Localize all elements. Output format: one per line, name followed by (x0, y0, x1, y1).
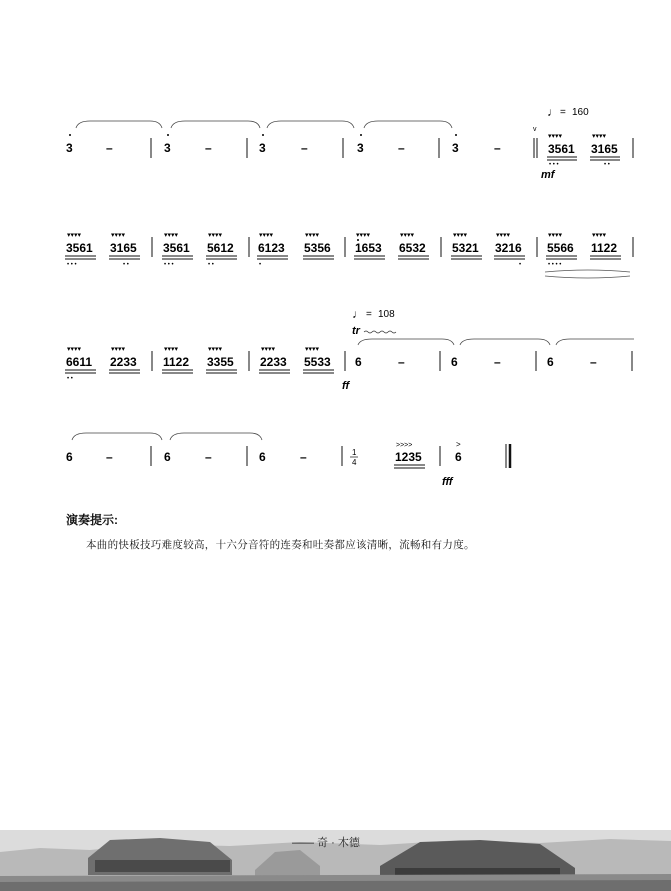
high-dot (360, 134, 362, 136)
tongue-marks: ▾▾▾▾ (259, 232, 274, 239)
dash: – (590, 355, 597, 369)
sixteenth-group: 3561 (66, 241, 93, 255)
dynamic-mf: mf (541, 169, 555, 181)
high-dot (455, 134, 457, 136)
sixteenth-group: 3216 (495, 241, 522, 255)
row-1 (66, 105, 633, 181)
tongue-marks: ▾▾▾▾ (164, 232, 179, 239)
tongue-marks: ▾▾▾▾ (261, 346, 276, 353)
dynamic-ff: ff (342, 380, 350, 392)
sixteenth-group: 1122 (163, 355, 190, 369)
slur (364, 121, 452, 128)
low-dots: • • (604, 162, 610, 168)
note: 3 (452, 141, 459, 155)
sixteenth-group: 5321 (452, 241, 479, 255)
tongue-marks: ▾▾▾▾ (208, 232, 223, 239)
dash: – (205, 450, 212, 464)
note: 6 (451, 355, 458, 369)
tongue-marks: ▾▾▾▾ (111, 346, 126, 353)
tongue-marks: ▾▾▾▾ (548, 232, 563, 239)
sixteenth-group: 6123 (258, 241, 285, 255)
slur (72, 433, 162, 440)
quarter-note-icon: ♩ (352, 307, 364, 321)
tongue-marks: ▾▾▾▾ (67, 232, 82, 239)
slur (460, 339, 550, 345)
row-3 (65, 307, 634, 392)
accent-mark: > (456, 440, 461, 449)
sixteenth-group: 1235 (395, 450, 422, 464)
low-dots: • • • (67, 262, 77, 268)
tongue-marks: ▾▾▾▾ (400, 232, 415, 239)
dash: – (398, 355, 405, 369)
low-dots: • (519, 262, 522, 268)
low-dots: • • (208, 262, 214, 268)
high-dot (167, 134, 169, 136)
high-dot (262, 134, 264, 136)
slur-under (545, 270, 630, 278)
note: 6 (547, 355, 554, 369)
tongue-marks: ▾▾▾▾ (305, 346, 320, 353)
tongue-marks: ▾▾▾▾ (592, 232, 607, 239)
slur (76, 121, 162, 128)
tongue-marks: ▾▾▾▾ (592, 133, 607, 140)
trill-wave (364, 331, 396, 333)
slur (171, 121, 260, 128)
tongue-marks: ▾▾▾▾ (208, 346, 223, 353)
note: 3 (164, 141, 171, 155)
dash: – (205, 141, 212, 155)
sixteenth-group: 6611 (66, 355, 93, 369)
tips-body: 本曲的快板技巧难度较高，十六分音符的连奏和吐奏都应该清晰，流畅和有力度。 (86, 539, 475, 551)
tempo-eq: = (366, 309, 372, 320)
low-dots: • • • (164, 262, 174, 268)
tips-title: 演奏提示: (66, 513, 118, 527)
high-dot (69, 134, 71, 136)
accent-marks: >>>> (396, 442, 413, 449)
slur (170, 433, 262, 440)
sixteenth-group: 2233 (260, 355, 287, 369)
trill-mark: tr (352, 325, 360, 337)
dash: – (398, 141, 405, 155)
sixteenth-group: 2233 (110, 355, 137, 369)
dash: – (494, 355, 501, 369)
sixteenth-group: 5612 (207, 241, 234, 255)
slur (267, 121, 354, 128)
low-dots: • • • • (548, 262, 562, 268)
dash: – (106, 450, 113, 464)
sixteenth-group: 6532 (399, 241, 426, 255)
low-dots: • • (123, 262, 129, 268)
sixteenth-group: 3355 (207, 355, 234, 369)
note: 3 (66, 141, 73, 155)
dash: – (494, 141, 501, 155)
quarter-note-icon: ♩ (547, 105, 559, 119)
tongue-marks: ▾▾▾▾ (111, 232, 126, 239)
dash: – (300, 450, 307, 464)
time-signature-denominator: 4 (352, 458, 357, 467)
tongue-marks: ▾▾▾▾ (453, 232, 468, 239)
sixteenth-group: 1653 (355, 241, 382, 255)
note: 6 (259, 450, 266, 464)
row-4 (66, 433, 510, 488)
tongue-marks: ▾▾▾▾ (67, 346, 82, 353)
sixteenth-group: 3165 (591, 142, 618, 156)
sixteenth-group: 5566 (547, 241, 574, 255)
slur (556, 339, 634, 345)
low-dots: • • • (549, 162, 559, 168)
tongue-marks: ▾▾▾▾ (548, 133, 563, 140)
dynamic-fff: fff (442, 476, 453, 488)
note: 6 (355, 355, 362, 369)
note: 6 (66, 450, 73, 464)
tempo-eq: = (560, 107, 566, 118)
row-2 (65, 232, 633, 278)
slur (358, 339, 454, 345)
note: 3 (357, 141, 364, 155)
note: 6 (455, 450, 462, 464)
tempo-value: 108 (378, 309, 395, 320)
dash: – (106, 141, 113, 155)
breath-mark: v (533, 126, 537, 133)
sixteenth-group: 3561 (163, 241, 190, 255)
time-signature-numerator: 1 (352, 448, 357, 457)
note: 6 (164, 450, 171, 464)
tempo-value: 160 (572, 107, 589, 118)
tongue-marks: ▾▾▾▾ (356, 232, 371, 239)
tongue-marks: ▾▾▾▾ (496, 232, 511, 239)
tongue-marks: ▾▾▾▾ (305, 232, 320, 239)
sixteenth-group: 5533 (304, 355, 331, 369)
sixteenth-group: 1122 (591, 241, 618, 255)
tongue-marks: ▾▾▾▾ (164, 346, 179, 353)
note: 3 (259, 141, 266, 155)
sixteenth-group: 5356 (304, 241, 331, 255)
sixteenth-group: 3165 (110, 241, 137, 255)
sixteenth-group: 3561 (548, 142, 575, 156)
dash: – (301, 141, 308, 155)
low-dots: • • (67, 376, 73, 382)
low-dots: • (259, 262, 262, 268)
footer-title: —— 奇 · 木德 (292, 837, 360, 849)
